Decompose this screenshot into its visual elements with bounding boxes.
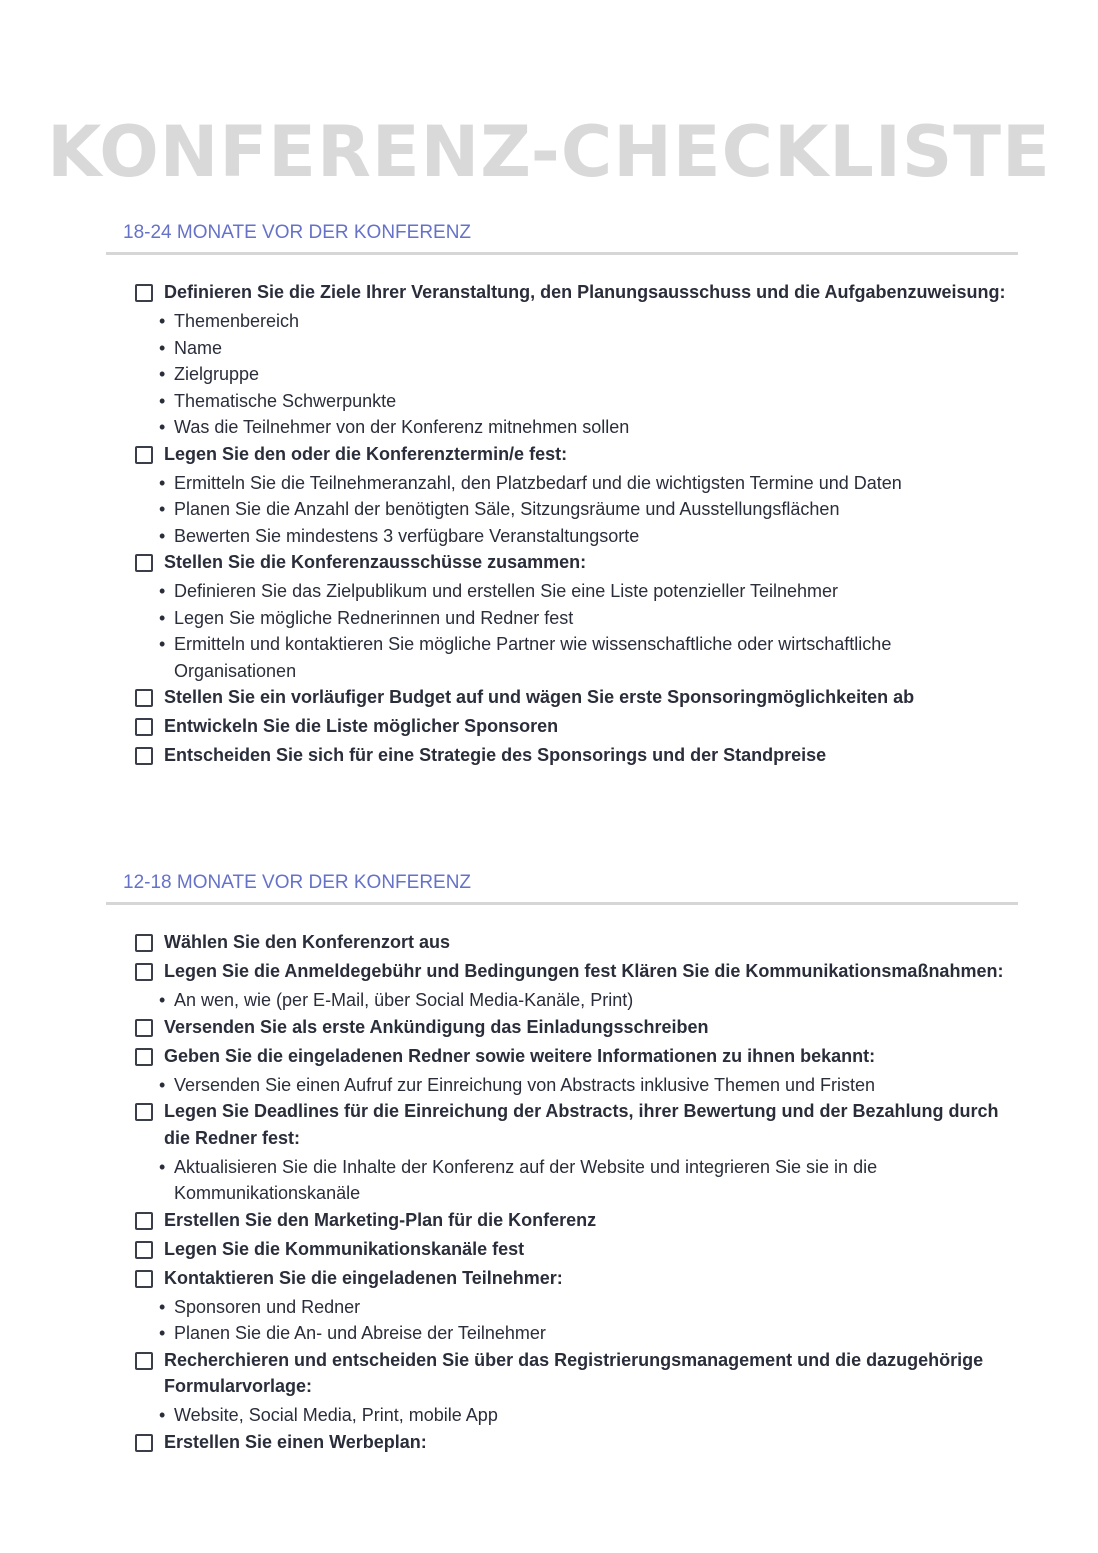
checklist-item <box>106 742 1018 771</box>
section-18-24 <box>106 218 1018 771</box>
bullet-item <box>106 1072 1018 1099</box>
bullet-text: An wen, wie (per E-Mail, über Social Media-Kanäle, Print) <box>174 990 634 1010</box>
section-heading: 18-24 MONATE VOR DER KONFERENZ <box>106 218 1018 255</box>
checklist-item <box>106 1347 1018 1403</box>
checkbox[interactable] <box>135 1270 153 1288</box>
checklist-item <box>106 1429 1018 1458</box>
bullet-dot-icon: • <box>159 1156 166 1177</box>
bullet-text: Bewerten Sie mindestens 3 verfügbare Veranstaltungsorte <box>174 525 640 546</box>
checklist-item <box>106 1207 1018 1236</box>
bullet-item <box>106 496 1018 523</box>
bullet-text: Legen Sie mögliche Rednerinnen und Redner fest <box>174 607 574 628</box>
bullet-item <box>106 1154 1018 1207</box>
checkbox[interactable] <box>135 1212 153 1230</box>
bullet-list <box>106 1402 1018 1429</box>
checklist-item <box>106 1014 1018 1043</box>
bullet-dot-icon: • <box>159 499 166 519</box>
bullet-item <box>106 1402 1018 1429</box>
bullet-dot-icon: • <box>159 472 166 493</box>
checklist-item <box>106 1098 1018 1154</box>
checklist-item <box>106 1043 1018 1072</box>
bullet-dot-icon: • <box>159 607 166 628</box>
checkbox[interactable] <box>135 1434 153 1452</box>
bullet-item <box>106 605 1018 632</box>
bullet-text: Sponsoren und Redner <box>174 1296 361 1317</box>
bullet-item <box>106 470 1018 497</box>
checklist-item-text: Erstellen Sie den Marketing-Plan für die Konferenz <box>164 1209 597 1230</box>
checklist-item <box>106 713 1018 742</box>
checklist-item-text: Stellen Sie ein vorläufiger Budget auf und wägen Sie erste Sponsoringmöglichkeiten ab <box>164 687 915 707</box>
checklist-item <box>106 441 1018 470</box>
checkbox[interactable] <box>135 1103 153 1121</box>
checkbox[interactable] <box>135 446 153 464</box>
bullet-item <box>106 987 1018 1014</box>
checkbox[interactable] <box>135 718 153 736</box>
bullet-text: Themenbereich <box>174 311 300 331</box>
bullet-dot-icon: • <box>159 1323 166 1343</box>
bullet-item <box>106 308 1018 335</box>
checkbox[interactable] <box>135 1019 153 1037</box>
bullet-dot-icon: • <box>159 525 166 546</box>
bullet-text: Zielgruppe <box>174 364 260 384</box>
checklist-item <box>106 929 1018 958</box>
section-12-18 <box>106 868 1018 1458</box>
checklist-item <box>106 549 1018 578</box>
checkbox[interactable] <box>135 1352 153 1370</box>
page-title: KONFERENZ-CHECKLISTE <box>47 111 1051 193</box>
checkbox[interactable] <box>135 1241 153 1259</box>
bullet-list <box>106 1294 1018 1347</box>
checklist-item-text: Erstellen Sie einen Werbeplan: <box>164 1431 427 1452</box>
bullet-dot-icon: • <box>159 581 166 601</box>
checklist-item-text: Legen Sie die Kommunikationskanäle fest <box>164 1238 525 1259</box>
bullet-text: Versenden Sie einen Aufruf zur Einreichung von Abstracts inklusive Themen und Fristen <box>174 1074 876 1095</box>
checklist-item-text: Recherchieren und entscheiden Sie über das Registrierungsmanagement und die dazugehörige Formularvorlage: <box>164 1349 984 1396</box>
bullet-dot-icon: • <box>159 311 166 331</box>
checklist-item-text: Definieren Sie die Ziele Ihrer Veranstaltung, den Planungsausschuss und die Aufgabenzuweisung: <box>164 282 1006 302</box>
bullet-item <box>106 388 1018 415</box>
bullet-text: Ermitteln und kontaktieren Sie mögliche Partner wie wissenschaftliche oder wirtschaftliche Organisationen <box>174 634 892 681</box>
bullet-dot-icon: • <box>159 990 166 1010</box>
bullet-item <box>106 1320 1018 1347</box>
checklist-item-text: Geben Sie die eingeladenen Redner sowie weitere Informationen zu ihnen bekannt: <box>164 1045 876 1066</box>
bullet-text: Ermitteln Sie die Teilnehmeranzahl, den Platzbedarf und die wichtigsten Termine und Daten <box>174 472 902 493</box>
bullet-dot-icon: • <box>159 337 166 358</box>
bullet-dot-icon: • <box>159 1405 166 1425</box>
bullet-item <box>106 523 1018 550</box>
bullet-item <box>106 414 1018 441</box>
checklist-item-text: Legen Sie den oder die Konferenztermin/e fest: <box>164 443 568 464</box>
checklist-item <box>106 1265 1018 1294</box>
bullet-text: Name <box>174 337 223 358</box>
bullet-item <box>106 361 1018 388</box>
checklist-item-text: Wählen Sie den Konferenzort aus <box>164 932 451 952</box>
bullet-text: Aktualisieren Sie die Inhalte der Konferenz auf der Website und integrieren Sie sie in die Kommunikationskanäle <box>174 1156 878 1203</box>
checkbox[interactable] <box>135 554 153 572</box>
bullet-list <box>106 470 1018 550</box>
checklist-item-text: Entscheiden Sie sich für eine Strategie des Sponsorings und der Standpreise <box>164 745 827 765</box>
checklist-item-text: Legen Sie Deadlines für die Einreichung der Abstracts, ihrer Bewertung und der Bezahlung durch die Redner fest: <box>164 1101 999 1148</box>
bullet-dot-icon: • <box>159 1074 166 1095</box>
bullet-text: Thematische Schwerpunkte <box>174 390 397 411</box>
checklist-item <box>106 279 1018 308</box>
bullet-dot-icon: • <box>159 364 166 384</box>
checklist-item-text: Kontaktieren Sie die eingeladenen Teilnehmer: <box>164 1267 563 1288</box>
bullet-dot-icon: • <box>159 1296 166 1317</box>
bullet-item <box>106 1294 1018 1321</box>
checkbox[interactable] <box>135 963 153 981</box>
bullet-text: Planen Sie die An- und Abreise der Teilnehmer <box>174 1323 546 1343</box>
bullet-list <box>106 987 1018 1014</box>
checkbox[interactable] <box>135 934 153 952</box>
checkbox[interactable] <box>135 1048 153 1066</box>
checkbox[interactable] <box>135 284 153 302</box>
checklist <box>106 279 1018 771</box>
bullet-text: Was die Teilnehmer von der Konferenz mitnehmen sollen <box>174 417 630 437</box>
bullet-text: Planen Sie die Anzahl der benötigten Säle, Sitzungsräume und Ausstellungsflächen <box>174 499 840 519</box>
bullet-list <box>106 1154 1018 1207</box>
bullet-dot-icon: • <box>159 417 166 437</box>
checklist-item <box>106 958 1018 987</box>
bullet-list <box>106 578 1018 684</box>
checkbox[interactable] <box>135 689 153 707</box>
bullet-dot-icon: • <box>159 634 166 654</box>
bullet-text: Definieren Sie das Zielpublikum und erstellen Sie eine Liste potenzieller Teilnehmer <box>174 581 839 601</box>
checklist-item <box>106 1236 1018 1265</box>
checklist-item-text: Stellen Sie die Konferenzausschüsse zusammen: <box>164 552 587 572</box>
bullet-item <box>106 335 1018 362</box>
bullet-item <box>106 578 1018 605</box>
bullet-list <box>106 1072 1018 1099</box>
checklist <box>106 929 1018 1458</box>
section-heading: 12-18 MONATE VOR DER KONFERENZ <box>106 868 1018 905</box>
bullet-item <box>106 631 1018 684</box>
bullet-dot-icon: • <box>159 390 166 411</box>
checklist-item <box>106 684 1018 713</box>
checklist-item-text: Legen Sie die Anmeldegebühr und Bedingungen fest Klären Sie die Kommunikationsmaßnahmen: <box>164 961 1004 981</box>
checkbox[interactable] <box>135 747 153 765</box>
bullet-list <box>106 308 1018 441</box>
checklist-item-text: Entwickeln Sie die Liste möglicher Sponsoren <box>164 716 559 736</box>
checklist-item-text: Versenden Sie als erste Ankündigung das Einladungsschreiben <box>164 1016 709 1037</box>
bullet-text: Website, Social Media, Print, mobile App <box>174 1405 498 1425</box>
